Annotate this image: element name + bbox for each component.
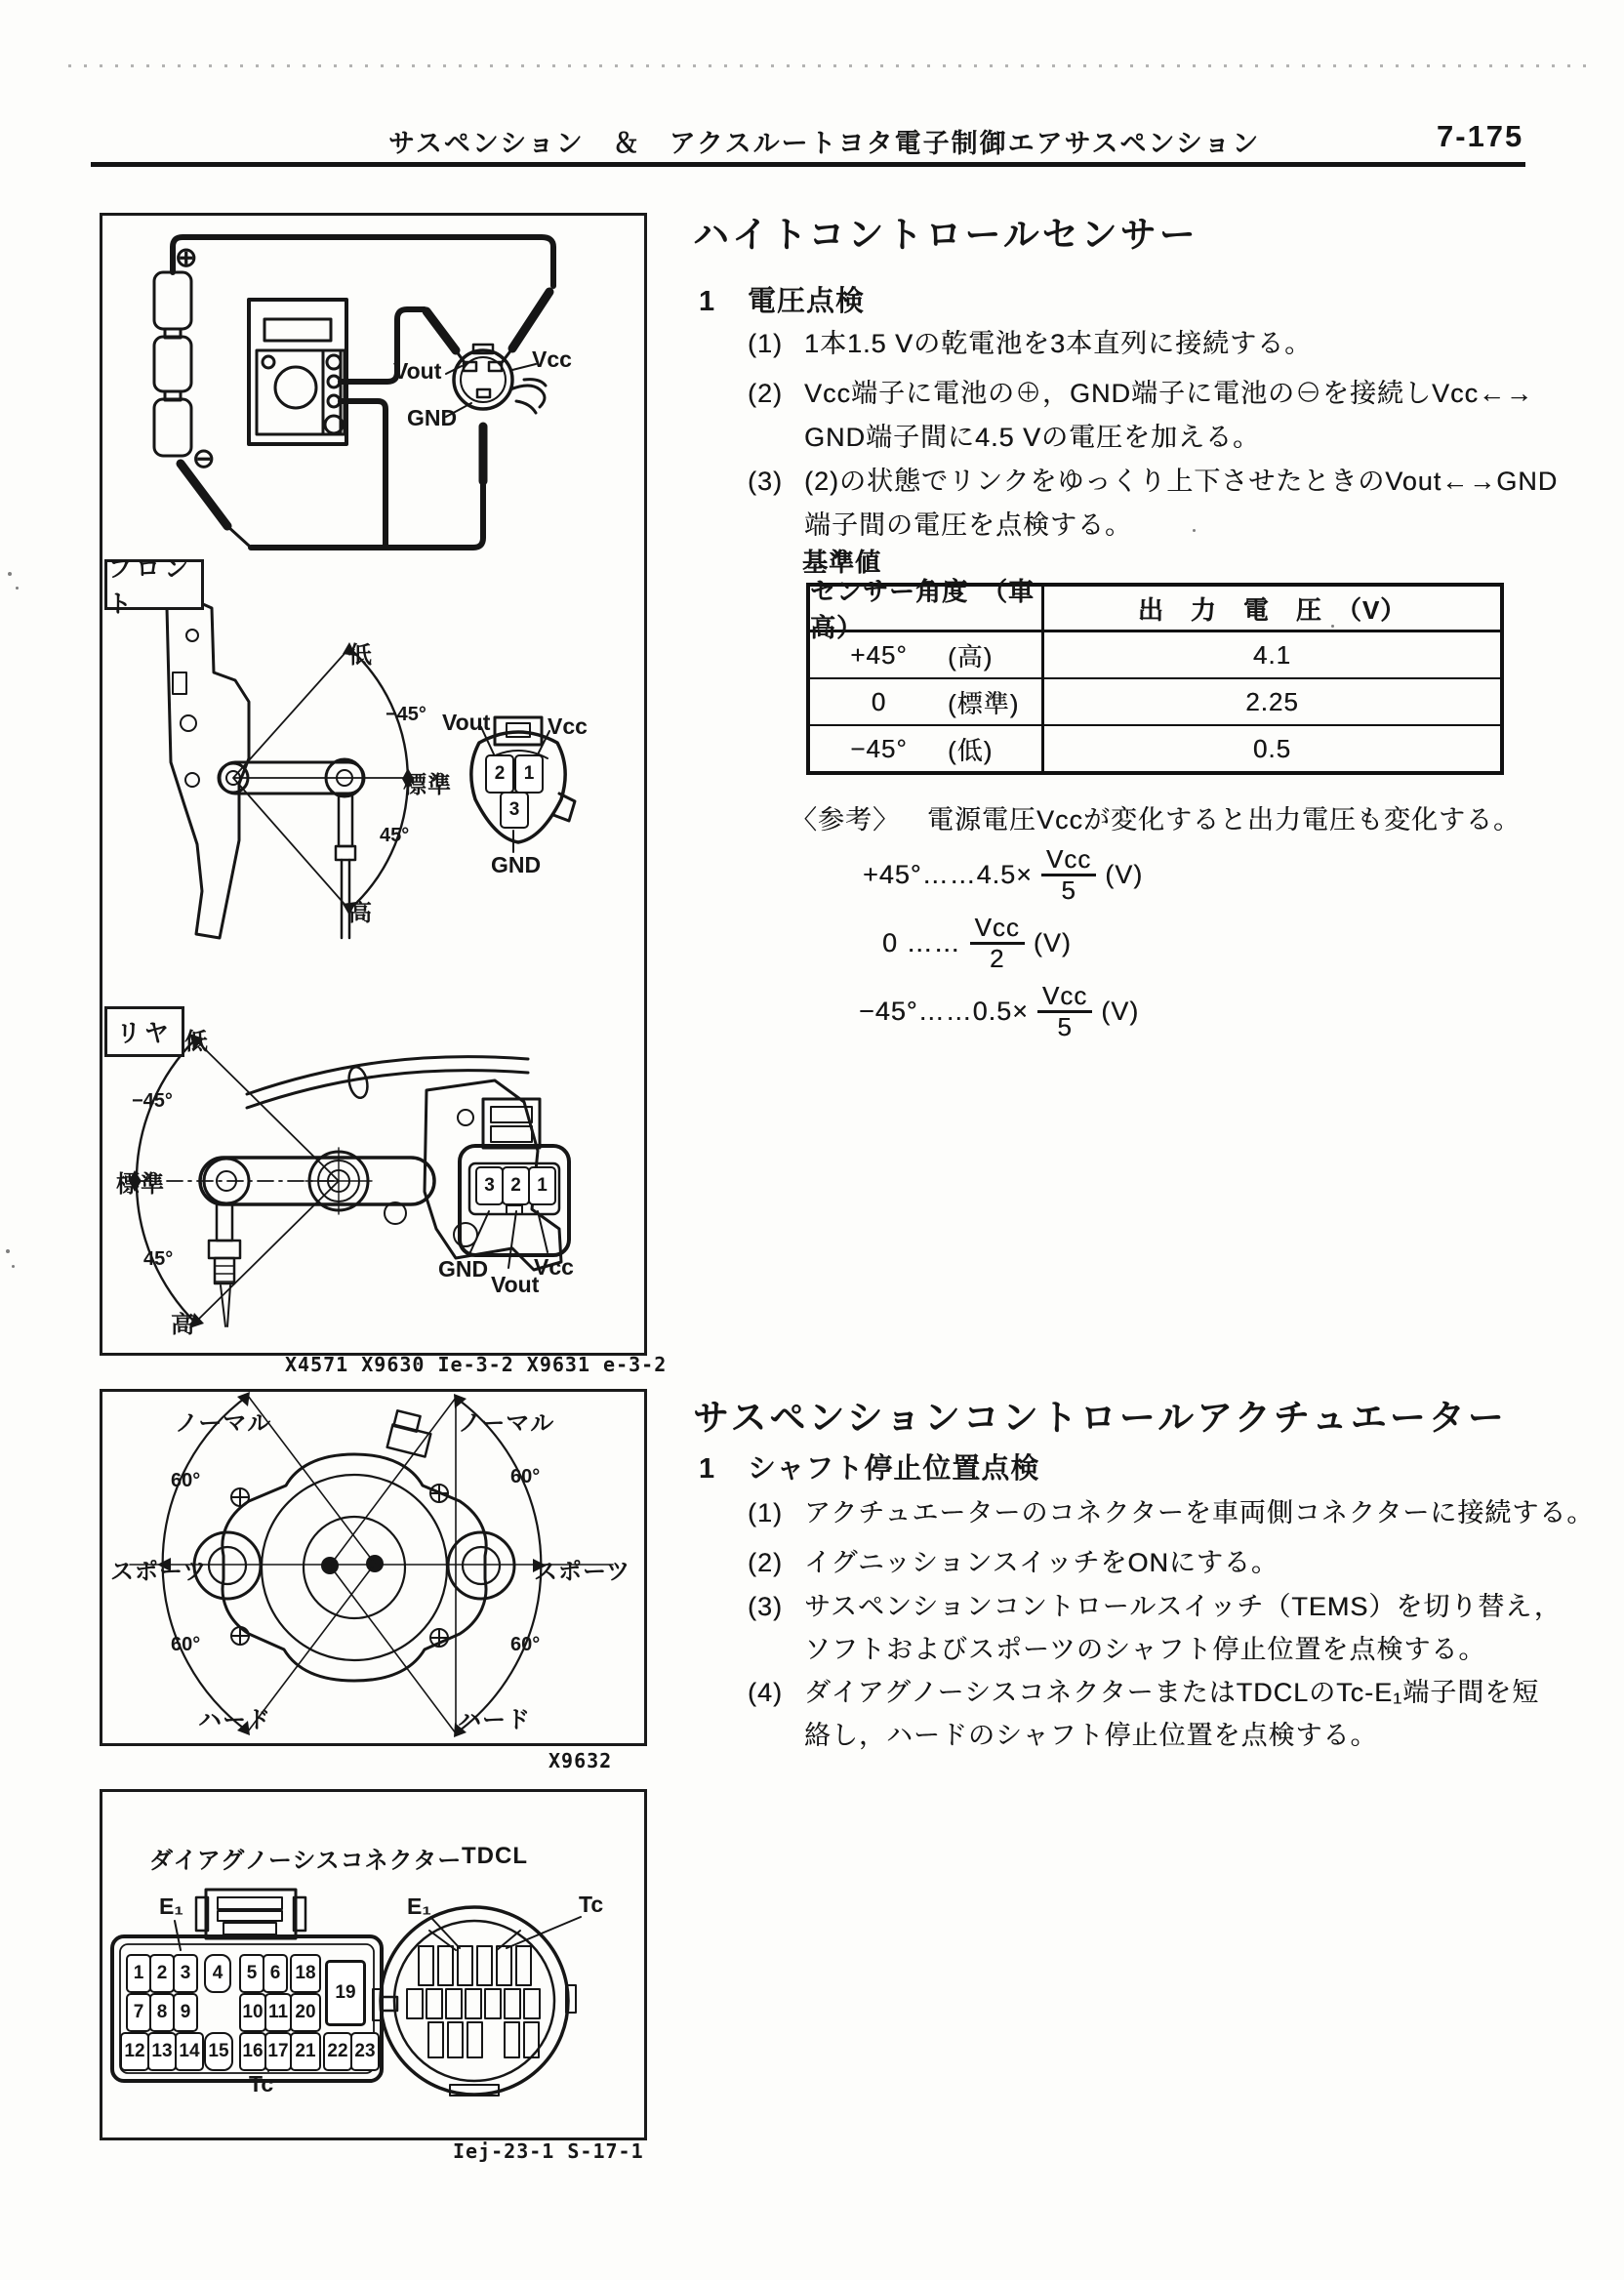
rear-gnd-label: GND	[438, 1256, 489, 1282]
actuator-sport-left-label: スポーツ	[110, 1559, 208, 1585]
formula-minus45: −45°……0.5× $\frac{\text{Vcc}}{5}$ (V)	[859, 981, 1140, 1042]
actuator-60-lower-left-label: 60°	[171, 1634, 201, 1655]
front-standard-label: 標準	[403, 772, 452, 798]
actuator-item-3-line-2: ソフトおよびスポーツのシャフト停止位置を点検する。	[804, 1635, 1486, 1664]
reference-label: 〈参考〉	[791, 805, 900, 835]
diag-pin-8: 8	[149, 1993, 175, 2032]
actuator-item-4-line-2: 絡し，ハードのシャフト停止位置を点検する。	[804, 1721, 1378, 1750]
sensor-item-2-line-1: (2) Vcc端子に電池の⊕，GND端子に電池の⊖を接続しVcc←→	[748, 379, 1534, 408]
tdcl-e1-label: E₁	[407, 1893, 431, 1919]
actuator-normal-right-label: ノーマル	[458, 1410, 555, 1437]
diag-pin-7: 7	[126, 1993, 151, 2032]
diag-pin-15: 15	[204, 2032, 233, 2071]
diag-pin-18: 18	[290, 1954, 321, 1993]
diag-pin-1: 1	[126, 1954, 151, 1993]
figure-height-sensor	[100, 213, 647, 1356]
sensor-item-2-line-2: GND端子間に4.5 Vの電圧を加える。	[804, 423, 1261, 452]
actuator-60-upper-right-label: 60°	[510, 1466, 541, 1487]
actuator-sport-right-label: スポーツ	[534, 1559, 631, 1585]
actuator-60-lower-right-label: 60°	[510, 1634, 541, 1655]
sensor-item-1: (1) 1本1.5 Vの乾電池を3本直列に接続する。	[748, 329, 1313, 358]
sensor-step-title: 電圧点検	[748, 286, 866, 317]
scan-speck	[16, 587, 19, 590]
figure3-caption: Iej-23-1 S-17-1	[453, 2139, 644, 2163]
actuator-item-1: (1) アクチュエーターのコネクターを車両側コネクターに接続する。	[748, 1498, 1595, 1527]
diag-pin-10: 10	[239, 1993, 266, 2032]
diagnosis-connector-title: ダイアグノーシスコネクター	[149, 1848, 463, 1874]
scan-speck	[6, 1249, 10, 1253]
page-header-title: サスペンション ＆ アクスルートヨタ電子制御エアサスペンション	[388, 129, 1261, 158]
diag-pin-19: 19	[325, 1960, 366, 2026]
standard-value-label: 基準値	[802, 548, 882, 577]
rear-plus45-label: 45°	[143, 1248, 174, 1270]
diag-pin-22: 22	[323, 2032, 352, 2071]
diag-pin-14: 14	[175, 2032, 204, 2071]
front-low-label: 低	[348, 642, 373, 669]
diag-pin-17: 17	[264, 2032, 292, 2071]
fraction: $\frac{\text{Vcc}}{5}$	[1037, 982, 1092, 1041]
formula-zero: 0 …… $\frac{\text{Vcc}}{2}$ (V)	[882, 913, 1072, 974]
actuator-hard-left-label: ハード	[198, 1707, 271, 1733]
figure2-caption: X9632	[548, 1749, 613, 1772]
standard-values-table	[806, 577, 1504, 775]
rear-vcc-label: Vcc	[534, 1254, 574, 1280]
scan-speck	[1193, 529, 1196, 532]
diag-pin-16: 16	[239, 2032, 266, 2071]
tdcl-title: TDCL	[462, 1843, 528, 1869]
diag-pin-13: 13	[147, 2032, 177, 2071]
rear-tag: リヤ	[104, 1006, 184, 1057]
rear-pin-3: 3	[475, 1166, 504, 1205]
actuator-step-title: シャフト停止位置点検	[748, 1453, 1040, 1485]
rear-minus45-label: −45°	[132, 1090, 173, 1112]
diag-pin-2: 2	[149, 1954, 175, 1993]
rear-standard-label: 標準	[116, 1171, 165, 1198]
front-minus45-label: −45°	[386, 704, 426, 725]
table-row-angle: −45° (低)	[810, 726, 1044, 771]
circuit-gnd-label: GND	[407, 405, 458, 430]
table-row-voltage: 2.25	[1044, 679, 1500, 726]
diag-pin-12: 12	[120, 2032, 149, 2071]
actuator-item-3-line-1: (3) サスペンションコントロールスイッチ（TEMS）を切り替え，	[748, 1592, 1562, 1621]
actuator-section-title: サスペンションコントロールアクチュエーター	[693, 1398, 1507, 1438]
table-row-voltage: 0.5	[1252, 733, 1292, 763]
sensor-item-3-line-2: 端子間の電圧を点検する。	[804, 510, 1132, 540]
actuator-step-number: 1	[699, 1453, 716, 1485]
rear-low-label: 低	[184, 1029, 209, 1055]
front-plus45-label: 45°	[380, 825, 410, 846]
actuator-normal-left-label: ノーマル	[175, 1410, 272, 1437]
table-col1-header: センサー角度 （車高）	[810, 587, 1044, 632]
reference-text: 電源電圧Vccが変化すると出力電圧も変化する。	[927, 805, 1522, 835]
diag-tc-label: Tc	[249, 2071, 274, 2097]
scan-speck	[8, 572, 12, 576]
diag-pin-4: 4	[204, 1954, 231, 1993]
diag-pin-11: 11	[264, 1993, 292, 2032]
front-pin-3: 3	[500, 792, 529, 829]
fraction: $\frac{\text{Vcc}}{2}$	[970, 914, 1025, 973]
figure-diagnosis-connector	[100, 1789, 647, 2140]
front-vcc-label: Vcc	[548, 713, 588, 739]
page-number: 7-175	[1437, 119, 1524, 153]
header-rule	[91, 162, 1525, 167]
circuit-vout-label: Vout	[393, 358, 442, 384]
front-pin-2: 2	[485, 754, 514, 794]
actuator-hard-right-label: ハード	[458, 1707, 531, 1733]
sensor-step-heading	[699, 279, 865, 319]
diag-pin-5: 5	[239, 1954, 264, 1993]
actuator-60-upper-left-label: 60°	[171, 1470, 201, 1491]
formula-plus45: +45°……4.5× $\frac{\text{Vcc}}{5}$ (V)	[863, 844, 1144, 906]
diag-pin-9: 9	[173, 1993, 198, 2032]
table-row-angle: 0 (標準)	[810, 679, 1044, 726]
circuit-minus-symbol: ⊖	[192, 443, 216, 473]
diag-e1-label: E₁	[159, 1893, 183, 1919]
rear-high-label: 高	[171, 1312, 195, 1338]
rear-pin-2: 2	[502, 1166, 530, 1205]
circuit-plus-symbol: ⊕	[175, 242, 198, 272]
rear-vout-label: Vout	[491, 1272, 540, 1297]
diag-pin-21: 21	[290, 2032, 321, 2071]
height-sensor-line-art	[102, 216, 644, 1353]
table-row-angle: +45° (高)	[810, 632, 1044, 679]
tdcl-tc-label: Tc	[579, 1892, 604, 1917]
table-col2-header: 出 力 電 圧 （V）	[1044, 587, 1500, 632]
figure1-caption: X4571 X9630 Ie-3-2 X9631 e-3-2	[285, 1353, 668, 1376]
front-high-label: 高	[348, 900, 373, 926]
diag-pin-20: 20	[290, 1993, 321, 2032]
actuator-step-heading	[699, 1446, 1039, 1486]
actuator-item-2: (2) イグニッションスイッチをONにする。	[748, 1548, 1279, 1577]
diag-pin-3: 3	[173, 1954, 198, 1993]
diag-pin-6: 6	[263, 1954, 288, 1993]
diag-pin-23: 23	[350, 2032, 380, 2071]
front-pin-1: 1	[514, 754, 544, 794]
fraction: $\frac{\text{Vcc}}{5}$	[1041, 845, 1096, 905]
front-tag: フロント	[104, 559, 204, 610]
scan-speck	[12, 1265, 15, 1268]
rear-pin-1: 1	[528, 1166, 556, 1205]
scan-artifact-line	[68, 64, 1586, 67]
front-vout-label: Vout	[442, 710, 491, 735]
figure-actuator	[100, 1389, 647, 1746]
circuit-vcc-label: Vcc	[532, 346, 572, 372]
table-row-voltage: 4.1	[1044, 632, 1500, 679]
sensor-section-title: ハイトコントロールセンサー	[693, 215, 1198, 255]
front-gnd-label: GND	[491, 852, 542, 877]
sensor-step-number: 1	[699, 286, 716, 317]
reference-note	[791, 798, 1521, 836]
actuator-item-4-line-1: (4) ダイアグノーシスコネクターまたはTDCLのTc-E₁端子間を短	[748, 1678, 1540, 1707]
sensor-item-3-line-1: (3) (2)の状態でリンクをゆっくり上下させたときのVout←→GND	[748, 467, 1559, 496]
